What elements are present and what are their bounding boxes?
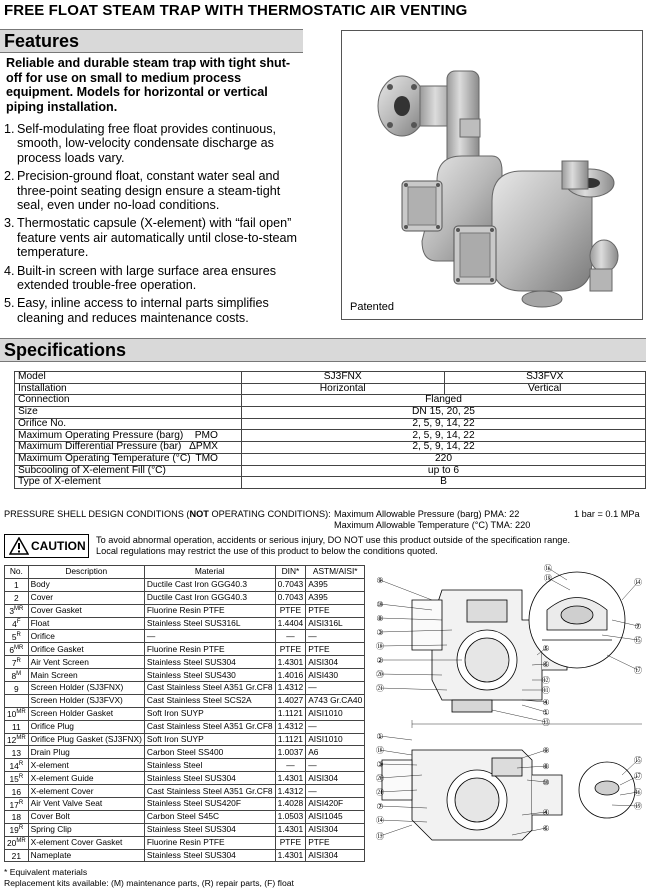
part-astm: A395 xyxy=(306,591,365,604)
part-material: Stainless Steel SUS304 xyxy=(144,823,275,836)
part-desc: X-element Cover Gasket xyxy=(28,836,144,849)
part-din: 1.1121 xyxy=(275,733,306,746)
column-header: DIN* xyxy=(275,566,306,579)
feature-item: 1. Self-modulating free float provides continuous, smooth, low-velocity condensate discharge as process loads vary. xyxy=(4,122,277,165)
table-row xyxy=(5,578,365,591)
part-din: 1.4016 xyxy=(275,669,306,682)
part-astm: — xyxy=(306,785,365,798)
diagram-callout: ⑭ xyxy=(376,816,384,825)
part-material: Cast Stainless Steel A351 Gr.CF8 xyxy=(144,785,275,798)
table-row xyxy=(15,430,646,442)
caution-label: CAUTION xyxy=(31,539,86,553)
diagram-callout: ⑲ xyxy=(634,802,642,811)
part-desc: Drain Plug xyxy=(28,746,144,759)
column-header: No. xyxy=(5,566,29,579)
column-header: ASTM/AISI* xyxy=(306,566,365,579)
spec-value: Flanged xyxy=(241,395,645,407)
diagram-callout: ㉑ xyxy=(376,684,384,693)
part-number: $3^{MR}$ xyxy=(5,604,29,617)
part-din: PTFE xyxy=(275,836,306,849)
diagram-callout: ⑪ xyxy=(542,686,550,695)
diagram-callout: ⑯ xyxy=(544,564,552,573)
part-din: — xyxy=(275,630,306,643)
tma-text: Maximum Allowable Temperature (°C) TMA: 220 xyxy=(334,519,531,530)
spec-label: Installation xyxy=(15,383,242,395)
diagram-callout: ⑭ xyxy=(634,578,642,587)
part-material: Stainless Steel SUS420F xyxy=(144,798,275,811)
part-number: $20^{MR}$ xyxy=(5,836,29,849)
features-intro: Reliable and durable steam trap with tight shut-off for use on small to medium process equipment. Models for horizontal or vertical piping installation. xyxy=(6,56,291,114)
spec-value: 220 xyxy=(241,453,645,465)
table-row xyxy=(5,785,365,798)
column-header: Description xyxy=(28,566,144,579)
part-material: Fluorine Resin PTFE xyxy=(144,604,275,617)
diagram-callout: ⑰ xyxy=(634,666,642,675)
table-row xyxy=(5,682,365,695)
table-row xyxy=(5,759,365,772)
table-row xyxy=(5,810,365,823)
part-astm: AISI304 xyxy=(306,849,365,862)
diagram-callout: ② xyxy=(376,656,384,665)
part-din: 1.1121 xyxy=(275,707,306,720)
part-din: 1.4312 xyxy=(275,720,306,733)
specifications-heading: Specifications xyxy=(4,340,127,360)
part-number xyxy=(5,694,29,707)
part-number: $4^F$ xyxy=(5,617,29,630)
table-row xyxy=(5,798,365,811)
part-material: Stainless Steel SUS304 xyxy=(144,656,275,669)
part-din: 1.4301 xyxy=(275,656,306,669)
part-astm: AISI1045 xyxy=(306,810,365,823)
part-din: 1.0503 xyxy=(275,810,306,823)
diagram-callout: ⑰ xyxy=(634,772,642,781)
part-din: 1.4301 xyxy=(275,849,306,862)
specifications-table xyxy=(14,371,646,489)
part-astm: A6 xyxy=(306,746,365,759)
diagram-callout: ⑳ xyxy=(376,774,384,783)
part-desc: Orifice Gasket xyxy=(28,643,144,656)
part-desc: Screen Holder Gasket xyxy=(28,707,144,720)
part-number: $15^R$ xyxy=(5,772,29,785)
part-material: Stainless Steel SUS430 xyxy=(144,669,275,682)
diagram-callout: ⑮ xyxy=(634,636,642,645)
table-row xyxy=(15,465,646,477)
spec-label: Maximum Operating Temperature (°C) xyxy=(18,452,191,464)
part-astm: — xyxy=(306,630,365,643)
product-photo xyxy=(341,30,643,320)
part-material: Stainless Steel SUS304 xyxy=(144,772,275,785)
part-material: — xyxy=(144,630,275,643)
diagram-callout: ⑱ xyxy=(376,642,384,651)
parts-footnotes xyxy=(4,867,294,888)
table-header-row xyxy=(5,566,365,579)
diagram-callout: ⑥ xyxy=(542,824,550,833)
diagram-callout: ④ xyxy=(542,698,550,707)
table-row xyxy=(5,630,365,643)
spec-symbol xyxy=(218,395,238,406)
spec-installation: Horizontal xyxy=(241,383,444,395)
part-desc: Orifice Plug xyxy=(28,720,144,733)
part-number: 13 xyxy=(5,746,29,759)
part-astm: — xyxy=(306,682,365,695)
table-row xyxy=(5,823,365,836)
diagram-callout: ④ xyxy=(542,808,550,817)
spec-model: SJ3FVX xyxy=(444,372,646,384)
diagram-callout: ⑨ xyxy=(542,746,550,755)
table-row xyxy=(5,694,365,707)
spec-label: Orifice No. xyxy=(18,417,67,429)
part-material: Cast Stainless Steel SCS2A xyxy=(144,694,275,707)
pressure-shell-conditions: PRESSURE SHELL DESIGN CONDITIONS (NOT OPERATING CONDITIONS): Maximum Allowable Pressure (barg) PMA: 22 Maximum Allowable Temperature (°C) TMA: 220 1 bar = 0.1 MPa xyxy=(4,509,644,520)
diagram-callout: ⑫ xyxy=(542,676,550,685)
part-number: $5^R$ xyxy=(5,630,29,643)
page-title: FREE FLOAT STEAM TRAP WITH THERMOSTATIC AIR VENTING xyxy=(4,2,468,19)
spec-label: Size xyxy=(18,406,38,418)
part-material: Cast Stainless Steel A351 Gr.CF8 xyxy=(144,682,275,695)
table-row xyxy=(15,442,646,454)
features-heading: Features xyxy=(4,31,80,51)
features-list xyxy=(4,122,304,329)
pma-text: Maximum Allowable Pressure (barg) PMA: 22 xyxy=(334,509,520,519)
diagram-callout: ⑧ xyxy=(376,614,384,623)
spec-symbol: TMO xyxy=(195,452,218,464)
part-din: 1.4028 xyxy=(275,798,306,811)
spec-value: 2, 5, 9, 14, 22 xyxy=(241,418,645,430)
part-number: 16 xyxy=(5,785,29,798)
diagram-callout: ⑯ xyxy=(634,788,642,797)
part-material: Carbon Steel S45C xyxy=(144,810,275,823)
part-astm: — xyxy=(306,759,365,772)
part-desc: Main Screen xyxy=(28,669,144,682)
part-number: $14^R$ xyxy=(5,759,29,772)
callout-leader xyxy=(380,580,432,600)
features-header xyxy=(0,29,303,53)
table-row xyxy=(5,720,365,733)
part-material: Ductile Cast Iron GGG40.3 xyxy=(144,591,275,604)
part-din: 1.4301 xyxy=(275,823,306,836)
part-number: 18 xyxy=(5,810,29,823)
diagram-callout: ⑬ xyxy=(376,832,384,841)
footnote: Replacement kits available: (M) maintenance parts, (R) repair parts, (F) float xyxy=(4,877,294,888)
table-row xyxy=(5,707,365,720)
part-din: 0.7043 xyxy=(275,591,306,604)
part-desc: X-element Cover xyxy=(28,785,144,798)
callout-leader xyxy=(380,825,412,836)
part-astm: PTFE xyxy=(306,643,365,656)
diagram-callout: ⑤ xyxy=(542,644,550,653)
part-desc: Spring Clip xyxy=(28,823,144,836)
spec-symbol: PMO xyxy=(194,429,218,441)
diagram-callout: ⑦ xyxy=(634,622,642,631)
photo-caption: Patented xyxy=(350,301,395,313)
part-din: PTFE xyxy=(275,604,306,617)
spec-label: Maximum Differential Pressure (bar) xyxy=(18,441,182,453)
part-number: 2 xyxy=(5,591,29,604)
table-row xyxy=(15,383,646,395)
spec-symbol xyxy=(218,477,238,488)
part-desc: X-element xyxy=(28,759,144,772)
part-din: 0.7043 xyxy=(275,578,306,591)
part-desc: Body xyxy=(28,578,144,591)
spec-symbol xyxy=(218,407,238,418)
part-material: Ductile Cast Iron GGG40.3 xyxy=(144,578,275,591)
table-row xyxy=(5,746,365,759)
part-material: Stainless Steel SUS304 xyxy=(144,849,275,862)
caution-text: To avoid abnormal operation, accidents or serious injury, DO NOT use this product outside of the specification range. Local regulations may restrict the use of this product to below the conditions quoted. xyxy=(96,535,571,556)
part-desc: Cover Bolt xyxy=(28,810,144,823)
spec-symbol xyxy=(218,466,238,477)
steam-trap-photo-illustration xyxy=(342,31,643,320)
part-astm: PTFE xyxy=(306,604,365,617)
part-astm: — xyxy=(306,720,365,733)
diagram-callout: ㉑ xyxy=(376,788,384,797)
callout-leader xyxy=(380,750,412,755)
caution-badge xyxy=(4,534,89,558)
part-desc: Cover xyxy=(28,591,144,604)
part-din: 1.4312 xyxy=(275,682,306,695)
table-row xyxy=(5,617,365,630)
part-number: $6^{MR}$ xyxy=(5,643,29,656)
diagram-callout: ⑨ xyxy=(376,576,384,585)
specifications-header xyxy=(0,338,646,362)
part-desc: Screen Holder (SJ3FNX) xyxy=(28,682,144,695)
column-header: Material xyxy=(144,566,275,579)
table-row xyxy=(5,772,365,785)
table-row xyxy=(5,656,365,669)
table-row xyxy=(15,418,646,430)
table-row xyxy=(15,453,646,465)
diagram-callout: ① xyxy=(376,732,384,741)
part-number: 1 xyxy=(5,578,29,591)
part-desc: Air Vent Valve Seat xyxy=(28,798,144,811)
spec-model: SJ3FNX xyxy=(241,372,444,384)
part-astm: AISI304 xyxy=(306,656,365,669)
part-number: $17^R$ xyxy=(5,798,29,811)
part-number: $8^M$ xyxy=(5,669,29,682)
unit-conversion: 1 bar = 0.1 MPa xyxy=(574,509,640,519)
diagram-callout: ③ xyxy=(376,628,384,637)
parts-table xyxy=(4,565,365,862)
spec-symbol xyxy=(218,419,238,430)
table-row xyxy=(5,733,365,746)
diagram-callout: ⑩ xyxy=(376,600,384,609)
part-astm: A395 xyxy=(306,578,365,591)
diagram-callout: ⑳ xyxy=(376,670,384,679)
part-material: Carbon Steel SS400 xyxy=(144,746,275,759)
diagram-callout: ① xyxy=(542,708,550,717)
part-desc: Float xyxy=(28,617,144,630)
part-desc: Air Vent Screen xyxy=(28,656,144,669)
diagram-callout: ⑩ xyxy=(542,778,550,787)
spec-installation: Vertical xyxy=(444,383,646,395)
diagram-callout: ⑲ xyxy=(544,574,552,583)
diagram-callout: ⑥ xyxy=(542,660,550,669)
diagram-callout: ⑱ xyxy=(376,746,384,755)
spec-symbol: ΔPMX xyxy=(189,441,218,453)
part-din: 1.4301 xyxy=(275,772,306,785)
warning-icon xyxy=(9,537,29,555)
part-desc: Nameplate xyxy=(28,849,144,862)
part-desc: Cover Gasket xyxy=(28,604,144,617)
spec-label: Connection xyxy=(18,394,70,406)
part-astm: A743 Gr.CA40 xyxy=(306,694,365,707)
part-din: 1.0037 xyxy=(275,746,306,759)
part-din: 1.4404 xyxy=(275,617,306,630)
part-desc: Screen Holder (SJ3FVX) xyxy=(28,694,144,707)
feature-item: 2. Precision-ground float, constant water seal and three-point seating design ensure a steam-tight seal, even under no-load conditions. xyxy=(4,169,281,213)
part-material: Stainless Steel SUS316L xyxy=(144,617,275,630)
part-desc: Orifice Plug Gasket (SJ3FNX) xyxy=(28,733,144,746)
spec-label: Maximum Operating Pressure (barg) xyxy=(18,429,184,441)
part-number: 21 xyxy=(5,849,29,862)
table-row xyxy=(15,395,646,407)
part-din: 1.4027 xyxy=(275,694,306,707)
table-row xyxy=(5,643,365,656)
table-row xyxy=(5,604,365,617)
part-material: Cast Stainless Steel A351 Gr.CF8 xyxy=(144,720,275,733)
part-din: — xyxy=(275,759,306,772)
diagram-callout: ⑮ xyxy=(634,756,642,765)
spec-value: B xyxy=(241,477,645,489)
table-row xyxy=(5,669,365,682)
feature-item: 5. Easy, inline access to internal parts simplifies cleaning and reduces maintenance costs. xyxy=(4,296,269,325)
part-astm: AISI316L xyxy=(306,617,365,630)
spec-value: DN 15, 20, 25 xyxy=(241,407,645,419)
part-material: Soft Iron SUYP xyxy=(144,707,275,720)
spec-label: Type of X-element xyxy=(18,476,101,488)
part-din: PTFE xyxy=(275,643,306,656)
part-desc: X-element Guide xyxy=(28,772,144,785)
part-astm: AISI304 xyxy=(306,823,365,836)
table-row xyxy=(15,372,646,384)
table-row xyxy=(15,477,646,489)
part-number: $10^{MR}$ xyxy=(5,707,29,720)
part-astm: PTFE xyxy=(306,836,365,849)
part-astm: AISI1010 xyxy=(306,733,365,746)
diagram-callout: ⑬ xyxy=(542,718,550,727)
spec-value: 2, 5, 9, 14, 22 xyxy=(241,430,645,442)
part-material: Fluorine Resin PTFE xyxy=(144,643,275,656)
part-material: Fluorine Resin PTFE xyxy=(144,836,275,849)
footnote: * Equivalent materials xyxy=(4,867,88,877)
part-number: $19^R$ xyxy=(5,823,29,836)
part-number: 9 xyxy=(5,682,29,695)
part-number: $7^R$ xyxy=(5,656,29,669)
part-material: Stainless Steel xyxy=(144,759,275,772)
table-row xyxy=(5,849,365,862)
diagram-callout: ⑧ xyxy=(542,762,550,771)
table-row xyxy=(15,407,646,419)
spec-label: Subcooling of X-element Fill (°C) xyxy=(18,464,166,476)
table-row xyxy=(5,836,365,849)
diagram-callout: ⑦ xyxy=(376,802,384,811)
part-astm: AISI304 xyxy=(306,772,365,785)
part-number: 11 xyxy=(5,720,29,733)
part-number: $12^{MR}$ xyxy=(5,733,29,746)
part-astm: AISI420F xyxy=(306,798,365,811)
spec-value: up to 6 xyxy=(241,465,645,477)
part-desc: Orifice xyxy=(28,630,144,643)
part-astm: AISI430 xyxy=(306,669,365,682)
part-astm: AISI1010 xyxy=(306,707,365,720)
feature-item: 4. Built-in screen with large surface area ensures extended trouble-free operation. xyxy=(4,263,276,293)
part-material: Soft Iron SUYP xyxy=(144,733,275,746)
table-row xyxy=(5,591,365,604)
callout-leader xyxy=(492,710,546,722)
spec-label: Model xyxy=(15,372,242,384)
cross-section-diagram xyxy=(372,560,646,890)
diagram-callout: ③ xyxy=(376,760,384,769)
callout-leader xyxy=(380,736,412,740)
part-din: 1.4312 xyxy=(275,785,306,798)
spec-value: 2, 5, 9, 14, 22 xyxy=(241,442,645,454)
feature-item: 3. Thermostatic capsule (X-element) with “fail open” feature vents air automatically until close-to-steam temperature. xyxy=(4,216,297,260)
